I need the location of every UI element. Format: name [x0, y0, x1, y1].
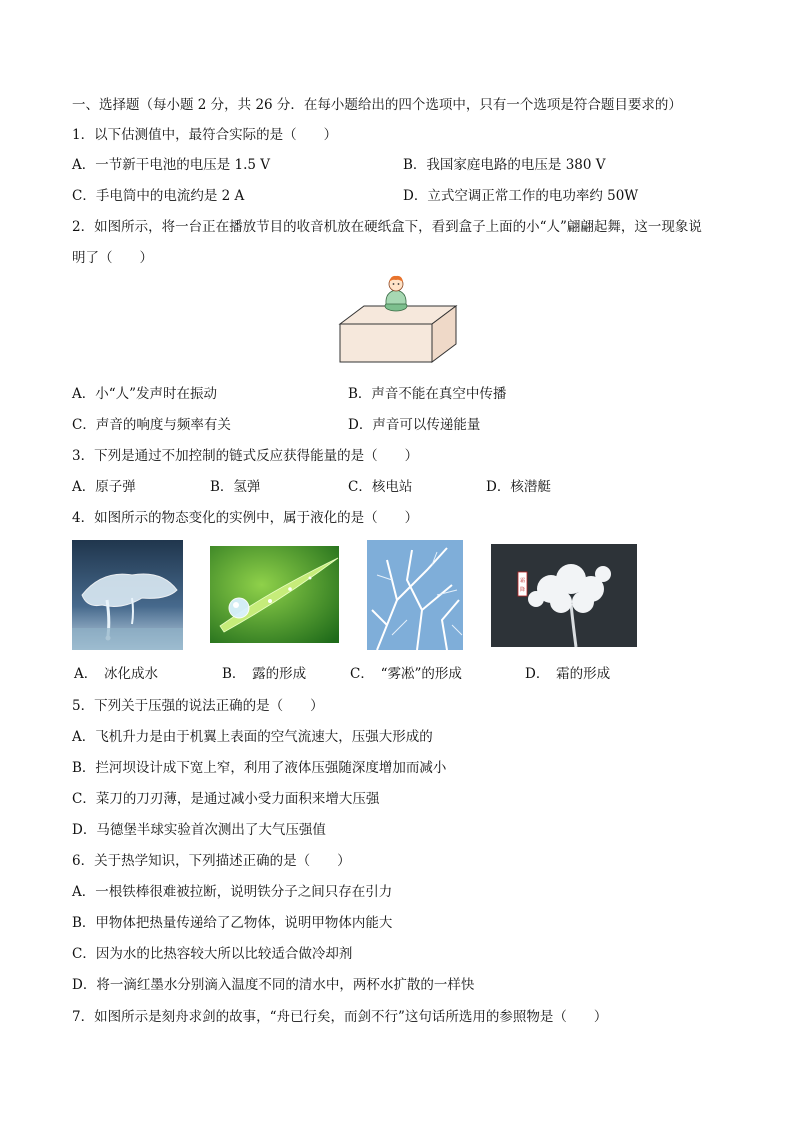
q4-option-b[interactable]: B． 露的形成 [222, 666, 307, 682]
q5-option-d[interactable]: D．马德堡半球实验首次测出了大气压强值 [72, 822, 326, 838]
q5-option-a[interactable]: A．飞机升力是由于机翼上表面的空气流速大，压强大形成的 [72, 729, 433, 745]
q2-option-a[interactable]: A．小“人”发声时在振动 [72, 386, 218, 402]
section-heading: 一、选择题（每小题 2 分，共 26 分．在每小题给出的四个选项中，只有一个选项是符合题目要求的） [72, 97, 682, 113]
q1-option-c[interactable]: C．手电筒中的电流约是 2 A [72, 188, 245, 204]
paper-box-figure [336, 272, 460, 366]
q2-option-d[interactable]: D．声音可以传递能量 [348, 417, 481, 433]
question-2-stem-line1: 2．如图所示，将一台正在播放节目的收音机放在硬纸盒下，看到盒子上面的小“人”翩翩起舞，这一现象说 [72, 219, 702, 235]
frost-photo [491, 544, 637, 647]
question-5-stem: 5．下列关于压强的说法正确的是（ ） [72, 698, 324, 714]
q1-option-a[interactable]: A．一节新干电池的电压是 1.5 V [72, 157, 271, 173]
q6-option-a[interactable]: A．一根铁棒很难被拉断，说明铁分子之间只存在引力 [72, 884, 393, 900]
frost-stamp-char2: 降 [519, 587, 526, 593]
q5-option-c[interactable]: C．菜刀的刀刃薄，是通过减小受力面积来增大压强 [72, 791, 380, 807]
question-3-stem: 3．下列是通过不加控制的链式反应获得能量的是（ ） [72, 448, 419, 464]
question-4-stem: 4．如图所示的物态变化的实例中，属于液化的是（ ） [72, 510, 419, 526]
q1-option-b[interactable]: B．我国家庭电路的电压是 380 V [403, 157, 606, 173]
q4-option-a[interactable]: A． 冰化成水 [74, 666, 158, 682]
q6-option-d[interactable]: D．将一滴红墨水分别滴入温度不同的清水中，两杯水扩散的一样快 [72, 977, 475, 993]
q3-option-d[interactable]: D．核潜艇 [486, 479, 551, 495]
q4-option-c[interactable]: C． “雾凇”的形成 [350, 666, 462, 682]
question-7-stem: 7．如图所示是刻舟求剑的故事，“舟已行矣，而剑不行”这句话所选用的参照物是（ ） [72, 1009, 608, 1025]
question-1-stem: 1．以下估测值中，最符合实际的是（ ） [72, 127, 338, 143]
q3-option-a[interactable]: A．原子弹 [72, 479, 136, 495]
dew-leaf-photo [210, 546, 339, 643]
q6-option-b[interactable]: B．甲物体把热量传递给了乙物体，说明甲物体内能大 [72, 915, 393, 931]
q1-option-d[interactable]: D．立式空调正常工作的电功率约 50W [403, 188, 639, 204]
q2-option-c[interactable]: C．声音的响度与频率有关 [72, 417, 231, 433]
q5-option-b[interactable]: B．拦河坝设计成下宽上窄，利用了液体压强随深度增加而减小 [72, 760, 447, 776]
q6-option-c[interactable]: C．因为水的比热容较大所以比较适合做冷却剂 [72, 946, 353, 962]
ice-melting-photo [72, 540, 183, 650]
q4-option-d[interactable]: D． 霜的形成 [525, 666, 611, 682]
q3-option-b[interactable]: B．氢弹 [210, 479, 261, 495]
q2-option-b[interactable]: B．声音不能在真空中传播 [348, 386, 507, 402]
q3-option-c[interactable]: C．核电站 [348, 479, 413, 495]
rime-photo [367, 540, 463, 650]
question-2-stem-line2: 明了（ ） [72, 250, 153, 266]
frost-stamp-char1: 霜 [519, 578, 526, 584]
question-6-stem: 6．关于热学知识，下列描述正确的是（ ） [72, 853, 351, 869]
